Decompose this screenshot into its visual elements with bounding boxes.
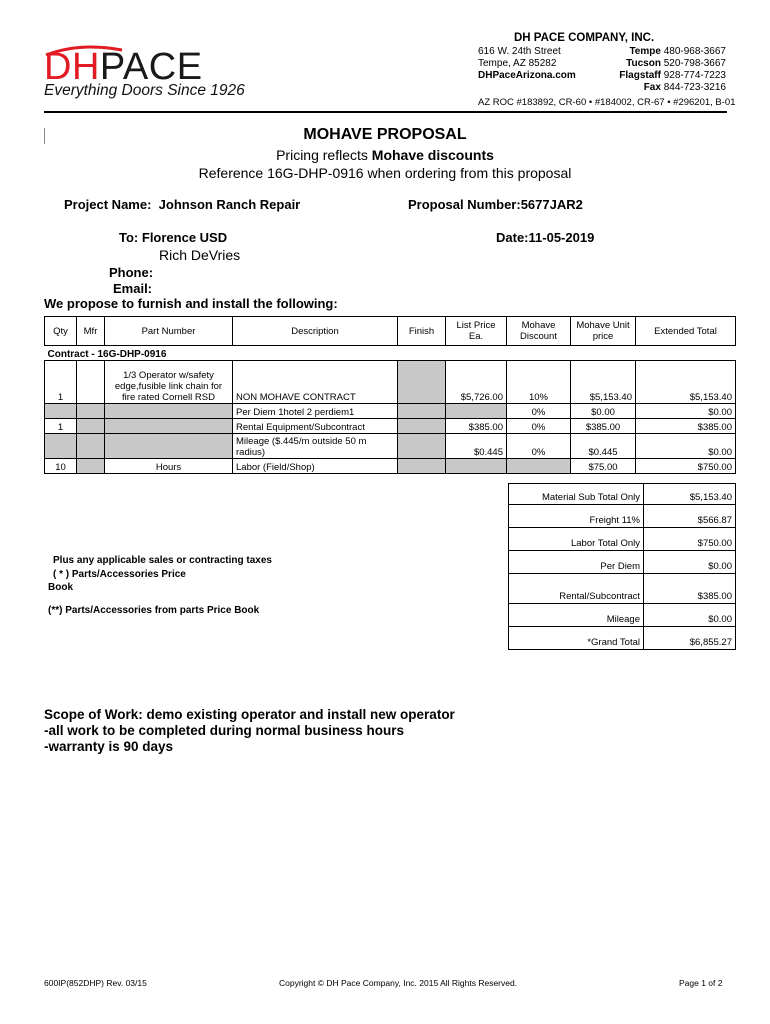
header-qty: Qty [45,317,77,346]
copyright: Copyright © DH Pace Company, Inc. 2015 All Rights Reserved. [279,978,518,988]
header-unit-price: Mohave Unit price [571,317,636,346]
tempe-phone: 480-968-3667 [663,46,726,57]
total-row: Mileage $0.00 [509,604,736,627]
form-number: 600IP(852DHP) Rev. 03/15 [44,978,147,988]
proposal-title: MOHAVE PROPOSAL [303,126,467,143]
flagstaff-phone: 928-774-7223 [663,70,726,81]
header-mfr: Mfr [77,317,105,346]
table-row: 10 Hours Labor (Field/Shop) $75.00 $750.00 [45,459,736,474]
project-name-field: Project Name: Johnson Ranch Repair [64,197,301,212]
header-description: Description [233,317,398,346]
proposal-subtitle: Pricing reflects Mohave discounts [276,147,494,163]
table-row: Per Diem 1hotel 2 perdiem1 0% $0.00 $0.00 [45,404,736,419]
scope-line: Scope of Work: demo existing operator and install new operator [44,707,455,722]
contract-row [45,346,736,361]
logo-tagline: Everything Doors Since 1926 [44,82,245,99]
scope-of-work [44,707,455,755]
header-list-price: List Price Ea. [446,317,507,346]
company-name: DH PACE COMPANY, INC. [514,32,655,44]
header-finish: Finish [398,317,446,346]
parts-note-1b: Book [48,582,73,593]
company-address-1: 616 W. 24th Street [478,46,561,57]
proposal-intro: We propose to furnish and install the following: [44,296,338,311]
total-row: Per Diem $0.00 [509,551,736,574]
scope-line: -all work to be completed during normal business hours [44,723,405,738]
company-website: DHPaceArizona.com [478,70,576,81]
totals-table [508,483,736,650]
to-field: To: Florence USD [119,230,228,245]
contract-label: Contract - 16G-DHP-0916 [45,346,736,361]
page-number: Page 1 of 2 [679,978,723,988]
email-field: Email: [113,281,153,296]
parts-note-2: (**) Parts/Accessories from parts Price Book [48,604,260,616]
total-row: Rental/Subcontract $385.00 [509,574,736,604]
parts-note-1: ( * ) Parts/Accessories Price [53,568,186,580]
table-row: Mileage ($.445/m outside 50 m radius) $0.445 0% $0.445 $0.00 [45,434,736,459]
total-row: Freight 11% $566.87 [509,505,736,528]
dh-pace-logo [44,44,244,104]
tax-note: Plus any applicable sales or contracting taxes [53,555,272,566]
proposal-number-field: Proposal Number:5677JAR2 [408,197,583,212]
fax-phone: 844-723-3216 [663,82,726,93]
total-row: Labor Total Only $750.00 [509,528,736,551]
proposal-reference: Reference 16G-DHP-0916 when ordering from this proposal [198,165,572,181]
phone-field: Phone: [109,265,154,280]
header-part-number: Part Number [105,317,233,346]
scope-line: -warranty is 90 days [44,739,174,754]
company-info: DH PACE COMPANY, INC. 616 W. 24th Street Tempe 480-968-3667 Tempe, AZ 85282 Tucson 520-798-3667 DHPaceArizona.com Flagstaff 928-774-7223 Fax 844-723-3216 AZ ROC #183892, CR-60 • #184002, CR-67 • #296201, B-01 [478,32,736,108]
pricing-notes [48,554,272,617]
logo-wordmark: DHPACE [44,46,203,88]
total-row: Material Sub Total Only $5,153.40 [509,484,736,505]
contact-name: Rich DeVries [159,247,241,263]
date-field: Date:11-05-2019 [496,230,595,245]
header-extended-total: Extended Total [636,317,736,346]
table-row: 1 Rental Equipment/Subcontract $385.00 0% $385.00 $385.00 [45,419,736,434]
tucson-phone: 520-798-3667 [663,58,726,69]
table-header-row [45,317,736,346]
company-address-2: Tempe, AZ 85282 [478,58,557,69]
header-divider [44,111,727,113]
line-items-table [44,316,736,474]
grand-total-row: *Grand Total $6,855.27 [509,627,736,650]
license-numbers: AZ ROC #183892, CR-60 • #184002, CR-67 • #296201, B-01 [478,97,736,108]
table-row: 1 1/3 Operator w/safety edge,fusible link chain for fire rated Cornell RSD NON MOHAVE CONTRACT $5,726.00 10% $5,153.40 $5,153.40 [45,361,736,404]
header-mohave-discount: Mohave Discount [507,317,571,346]
